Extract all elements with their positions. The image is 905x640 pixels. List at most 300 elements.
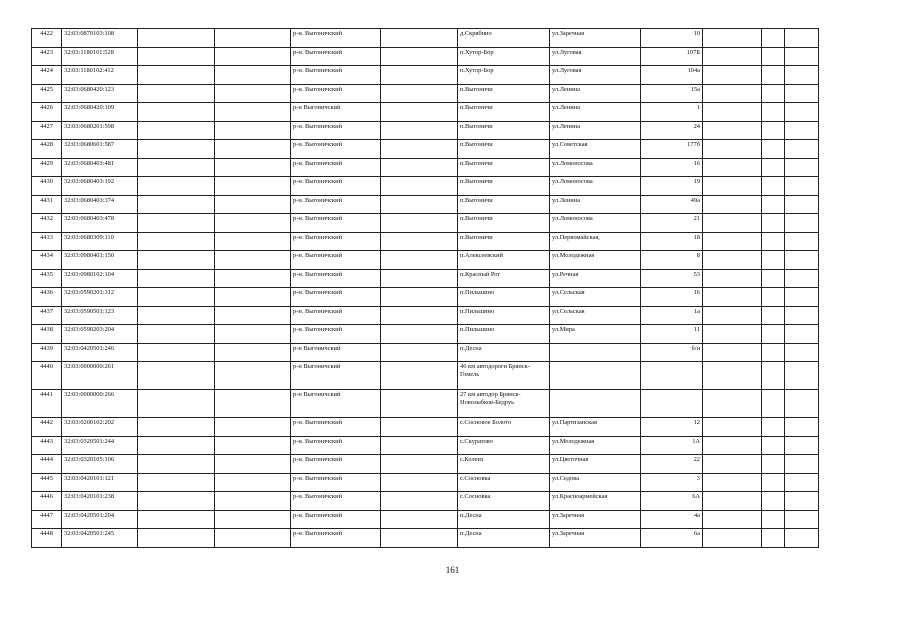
empty-cell [381,510,458,529]
settlement-cell: п.Хутор-Бор [458,47,550,66]
street-cell [550,390,641,418]
table-body [32,29,819,548]
table-row [32,121,819,140]
empty-cell [785,66,819,85]
district-cell: р-н Выгоничский [291,343,381,362]
row-number: 4444 [32,455,62,474]
empty-cell [703,103,762,122]
house-number-cell: 19 [641,177,703,196]
empty-cell [762,84,785,103]
empty-cell [785,214,819,233]
cadastral-number: 32:03:0420501:245 [62,529,138,548]
empty-cell [381,306,458,325]
empty-cell [381,214,458,233]
empty-cell [703,343,762,362]
empty-cell [785,390,819,418]
settlement-cell: п.Красный Рог [458,269,550,288]
empty-cell [703,492,762,511]
district-cell: р-н. Выгоничский [291,288,381,307]
district-cell: р-н. Выгоничский [291,214,381,233]
empty-cell [703,529,762,548]
empty-cell [703,251,762,270]
cadastral-number: 32:03:0680420:123 [62,84,138,103]
empty-cell [381,177,458,196]
empty-cell [762,121,785,140]
empty-cell [762,436,785,455]
empty-cell [762,140,785,159]
district-cell: р-н. Выгоничский [291,269,381,288]
empty-cell [785,158,819,177]
empty-cell [762,510,785,529]
empty-cell [703,288,762,307]
table-row [32,436,819,455]
settlement-cell: п.Алексеевский [458,251,550,270]
house-number-cell: 4а [641,510,703,529]
row-number: 4431 [32,195,62,214]
empty-cell [138,232,215,251]
cadastral-number: 32:03:0590203:204 [62,325,138,344]
district-cell: р-н. Выгоничский [291,492,381,511]
district-cell: р-н. Выгоничский [291,232,381,251]
table-row [32,288,819,307]
district-cell: р-н. Выгоничский [291,177,381,196]
empty-cell [381,47,458,66]
settlement-cell: п.Хутор-Бор [458,66,550,85]
street-cell: ул.Сельская [550,288,641,307]
settlement-cell: п.Выгоничи [458,232,550,251]
empty-cell [785,195,819,214]
empty-cell [762,306,785,325]
street-cell: ул.Красноармейская [550,492,641,511]
empty-cell [381,121,458,140]
empty-cell [138,140,215,159]
empty-cell [381,288,458,307]
settlement-cell: п.Выгоничи [458,140,550,159]
empty-cell [381,325,458,344]
row-number: 4426 [32,103,62,122]
empty-cell [215,492,291,511]
settlement-cell: п.Десна [458,529,550,548]
district-cell: р-н. Выгоничский [291,325,381,344]
empty-cell [762,214,785,233]
row-number: 4446 [32,492,62,511]
empty-cell [215,288,291,307]
street-cell: ул.Луговая [550,66,641,85]
district-cell: р-н. Выгоничский [291,510,381,529]
empty-cell [762,325,785,344]
table-row [32,158,819,177]
empty-cell [215,158,291,177]
street-cell [550,343,641,362]
row-number: 4425 [32,84,62,103]
house-number-cell: 8 [641,251,703,270]
cadastral-number: 32:03:0420101:238 [62,492,138,511]
empty-cell [215,140,291,159]
house-number-cell [641,362,703,390]
empty-cell [381,473,458,492]
empty-cell [785,492,819,511]
settlement-cell: п.Выгоничи [458,214,550,233]
empty-cell [762,103,785,122]
district-cell: р-н. Выгоничский [291,84,381,103]
empty-cell [785,343,819,362]
district-cell: р-н. Выгоничский [291,251,381,270]
settlement-cell: д.Скрябино [458,29,550,48]
street-cell: ул.Мира [550,325,641,344]
table-row [32,251,819,270]
settlement-cell: п.Выгоничи [458,195,550,214]
settlement-cell: п.Десна [458,510,550,529]
empty-cell [215,473,291,492]
row-number: 4428 [32,140,62,159]
page-number: 161 [445,565,460,575]
empty-cell [762,158,785,177]
empty-cell [138,84,215,103]
row-number: 4422 [32,29,62,48]
empty-cell [215,214,291,233]
table-row [32,473,819,492]
table-row [32,269,819,288]
cadastral-number: 32:03:0680403:192 [62,177,138,196]
empty-cell [138,343,215,362]
settlement-cell: с.Сосновка [458,473,550,492]
empty-cell [215,343,291,362]
empty-cell [703,177,762,196]
empty-cell [215,306,291,325]
empty-cell [703,455,762,474]
table-row [32,140,819,159]
house-number-cell: 10 [641,29,703,48]
settlement-cell: п.Пильшино [458,306,550,325]
empty-cell [215,325,291,344]
empty-cell [138,47,215,66]
settlement-cell: п.Выгоничи [458,121,550,140]
empty-cell [138,473,215,492]
empty-cell [703,66,762,85]
empty-cell [215,47,291,66]
empty-cell [381,529,458,548]
empty-cell [785,121,819,140]
row-number: 4432 [32,214,62,233]
table-row [32,343,819,362]
empty-cell [138,195,215,214]
empty-cell [215,390,291,418]
empty-cell [703,214,762,233]
empty-cell [215,84,291,103]
empty-cell [762,362,785,390]
house-number-cell: 6а [641,529,703,548]
street-cell: ул.Партизанская [550,418,641,437]
district-cell: р-н. Выгоничский [291,306,381,325]
row-number: 4438 [32,325,62,344]
district-cell: р-н Выгоничский [291,362,381,390]
empty-cell [215,29,291,48]
street-cell [550,362,641,390]
cadastral-number: 32:03:0680403:478 [62,214,138,233]
empty-cell [215,251,291,270]
empty-cell [381,362,458,390]
empty-cell [703,418,762,437]
cadastral-number: 32:03:0870103:108 [62,29,138,48]
house-number-cell: 49а [641,195,703,214]
row-number: 4435 [32,269,62,288]
cadastral-number: 32:03:0590201:312 [62,288,138,307]
district-cell: р-н Выгоничский [291,390,381,418]
district-cell: р-н. Выгоничский [291,158,381,177]
empty-cell [703,269,762,288]
cadastral-number: 32:03:0980401:150 [62,251,138,270]
street-cell: ул.Первомайская, [550,232,641,251]
empty-cell [762,455,785,474]
street-cell: ул.Луговая [550,47,641,66]
house-number-cell: 11 [641,325,703,344]
house-number-cell: 6А [641,492,703,511]
empty-cell [785,47,819,66]
empty-cell [138,390,215,418]
empty-cell [762,177,785,196]
settlement-cell: п.Выгоничи [458,103,550,122]
empty-cell [762,473,785,492]
empty-cell [703,47,762,66]
house-number-cell: 53 [641,269,703,288]
empty-cell [138,158,215,177]
row-number: 4436 [32,288,62,307]
empty-cell [762,66,785,85]
settlement-cell: с.Колеиз [458,455,550,474]
empty-cell [138,251,215,270]
table-row [32,510,819,529]
empty-cell [785,529,819,548]
street-cell: ул.Седова [550,473,641,492]
empty-cell [703,436,762,455]
settlement-cell: с.Сосновка [458,492,550,511]
cadastral-number: 32:03:0320501:244 [62,436,138,455]
empty-cell [703,362,762,390]
row-number: 4443 [32,436,62,455]
district-cell: р-н. Выгоничский [291,455,381,474]
empty-cell [138,418,215,437]
street-cell: ул.Ломоносова [550,214,641,233]
table-row [32,325,819,344]
table-row [32,418,819,437]
empty-cell [785,455,819,474]
street-cell: ул.Ленина [550,195,641,214]
empty-cell [381,232,458,251]
table-row [32,306,819,325]
settlement-cell: п.Выгоничи [458,84,550,103]
empty-cell [138,29,215,48]
empty-cell [785,306,819,325]
empty-cell [215,269,291,288]
empty-cell [138,510,215,529]
street-cell: ул.Сельская [550,306,641,325]
house-number-cell: 1 [641,103,703,122]
empty-cell [138,455,215,474]
empty-cell [138,214,215,233]
empty-cell [703,232,762,251]
table-row [32,214,819,233]
empty-cell [762,390,785,418]
district-cell: р-н. Выгоничский [291,66,381,85]
row-number: 4447 [32,510,62,529]
settlement-cell: п.Выгоничи [458,177,550,196]
house-number-cell: 22 [641,455,703,474]
empty-cell [762,29,785,48]
house-number-cell: 24 [641,121,703,140]
row-number: 4437 [32,306,62,325]
empty-cell [381,195,458,214]
empty-cell [762,288,785,307]
district-cell: р-н. Выгоничский [291,473,381,492]
empty-cell [785,84,819,103]
table-row [32,84,819,103]
table-row [32,195,819,214]
row-number: 4441 [32,390,62,418]
row-number: 4448 [32,529,62,548]
street-cell: ул.Советская [550,140,641,159]
empty-cell [703,325,762,344]
cadastral-number: 32:03:0680201:598 [62,121,138,140]
empty-cell [138,288,215,307]
row-number: 4440 [32,362,62,390]
empty-cell [785,418,819,437]
empty-cell [703,158,762,177]
district-cell: р-н. Выгоничский [291,29,381,48]
empty-cell [785,288,819,307]
cadastral-number: 32:03:0680403:374 [62,195,138,214]
settlement-cell: 27 км автодор Брянск-Новозыбков-Бедруь [458,390,550,418]
empty-cell [785,269,819,288]
row-number: 4439 [32,343,62,362]
empty-cell [215,510,291,529]
empty-cell [381,140,458,159]
empty-cell [381,436,458,455]
row-number: 4433 [32,232,62,251]
table-row [32,362,819,390]
empty-cell [138,103,215,122]
empty-cell [381,418,458,437]
street-cell: ул.Заречная [550,510,641,529]
empty-cell [215,195,291,214]
district-cell: р-н. Выгоничский [291,47,381,66]
cadastral-number: 32:03:0000000:261 [62,362,138,390]
settlement-cell: с.Скуратово [458,436,550,455]
empty-cell [703,84,762,103]
empty-cell [785,436,819,455]
empty-cell [762,492,785,511]
empty-cell [138,436,215,455]
table-row [32,66,819,85]
empty-cell [703,121,762,140]
empty-cell [215,418,291,437]
house-number-cell: 1А [641,436,703,455]
property-register-table [31,28,819,548]
house-number-cell: 3 [641,473,703,492]
cadastral-number: 32:03:0680309:110 [62,232,138,251]
street-cell: ул.Заречная [550,529,641,548]
house-number-cell: 12 [641,418,703,437]
empty-cell [785,232,819,251]
district-cell: р-н Выгоничский [291,103,381,122]
empty-cell [215,121,291,140]
street-cell: ул.Ленина [550,103,641,122]
row-number: 4423 [32,47,62,66]
house-number-cell: 16 [641,158,703,177]
empty-cell [381,66,458,85]
empty-cell [138,306,215,325]
empty-cell [703,390,762,418]
empty-cell [138,177,215,196]
cadastral-number: 32:03:0680601:587 [62,140,138,159]
empty-cell [138,269,215,288]
empty-cell [785,103,819,122]
cadastral-number: 32:03:1180102:412 [62,66,138,85]
empty-cell [138,66,215,85]
cadastral-number: 32:03:0420501:246 [62,343,138,362]
district-cell: р-н. Выгоничский [291,418,381,437]
table-row [32,29,819,48]
empty-cell [215,177,291,196]
street-cell: ул.Молодежная [550,251,641,270]
row-number: 4429 [32,158,62,177]
empty-cell [785,251,819,270]
street-cell: ул.Ленина [550,84,641,103]
street-cell: ул.Речная [550,269,641,288]
empty-cell [703,510,762,529]
empty-cell [215,362,291,390]
settlement-cell: п.Десна [458,343,550,362]
cadastral-number: 32:03:0420501:204 [62,510,138,529]
house-number-cell: 16 [641,288,703,307]
house-number-cell: 1а [641,306,703,325]
empty-cell [381,251,458,270]
cadastral-number: 32:03:0320105:106 [62,455,138,474]
table-row [32,529,819,548]
settlement-cell: с.Сосновое Болото [458,418,550,437]
empty-cell [381,158,458,177]
empty-cell [785,473,819,492]
empty-cell [381,269,458,288]
empty-cell [215,455,291,474]
district-cell: р-н. Выгоничский [291,436,381,455]
empty-cell [381,103,458,122]
house-number-cell: 15а [641,84,703,103]
empty-cell [215,529,291,548]
empty-cell [138,325,215,344]
empty-cell [138,492,215,511]
empty-cell [215,66,291,85]
table-row [32,103,819,122]
cadastral-number: 32:03:0980102:104 [62,269,138,288]
district-cell: р-н. Выгоничский [291,121,381,140]
empty-cell [762,343,785,362]
empty-cell [762,418,785,437]
row-number: 4445 [32,473,62,492]
cadastral-number: 32:03:1180101:528 [62,47,138,66]
cadastral-number: 32:03:0590501:123 [62,306,138,325]
empty-cell [138,529,215,548]
house-number-cell: 18 [641,232,703,251]
empty-cell [785,362,819,390]
table-row [32,177,819,196]
settlement-cell: 46 км автодороги Брянск-Гомель [458,362,550,390]
empty-cell [381,29,458,48]
district-cell: р-н. Выгоничский [291,140,381,159]
empty-cell [785,29,819,48]
empty-cell [381,455,458,474]
street-cell: ул.Заречная [550,29,641,48]
empty-cell [381,84,458,103]
